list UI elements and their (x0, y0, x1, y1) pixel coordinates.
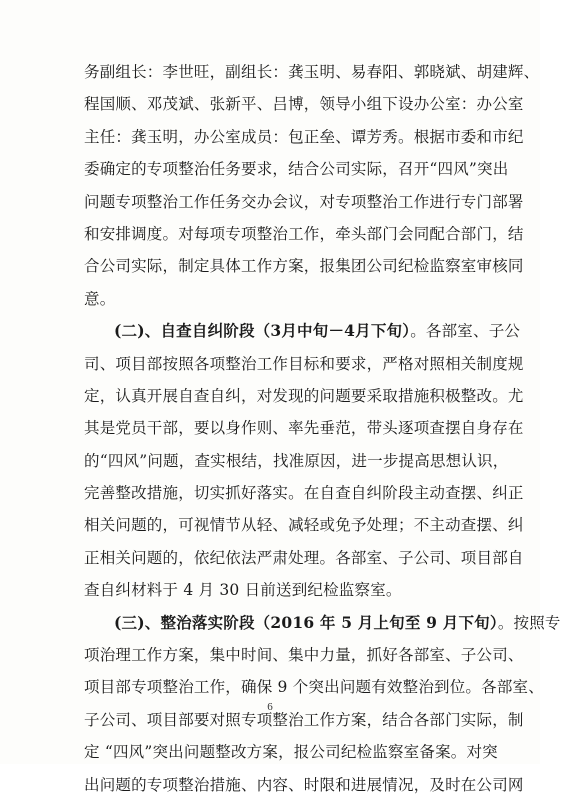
page-number: 6 (267, 701, 273, 713)
text-line: 的“四风”问题，查实根结，找准原因，进一步提高思想认识， (84, 451, 509, 470)
section-heading-line (84, 315, 521, 347)
text-line: 查自纠材料于 4 月 30 日前送到纪检监察室。 (84, 581, 402, 600)
text-line: 其是党员干部，要以身作则、率先垂范，带头逐项查摆自身存在 (84, 419, 524, 438)
text-line: 正相关问题的，依纪依法严肃处理。各部室、子公司、项目部自 (84, 548, 524, 567)
section-heading-self-check: (二)、自查自纠阶段（3月中旬－4月下旬） (114, 321, 411, 341)
text-line: 委确定的专项整治任务要求，结合公司实际，召开“四风”突出 (84, 160, 509, 179)
text-line: 和安排调度。对每项专项整治工作，牵头部门会同配合部门，结 (84, 224, 524, 243)
text-line: 出问题的专项整治措施、内容、时限和进展情况，及时在公司网 (84, 775, 524, 794)
section-heading-line (84, 607, 561, 639)
text-line: 司、项目部按照各项整治工作目标和要求，严格对照相关制度规 (84, 354, 524, 373)
text-line: 定 “四风”突出问题整改方案，报公司纪检监察室备案。对突 (84, 743, 498, 762)
text-line: 相关问题的，可视情节从轻、减轻或免予处理；不主动查摆、纠 (84, 516, 524, 535)
section-heading-implementation: (三)、整治落实阶段（2016 年 5 月上旬至 9 月下旬） (114, 612, 498, 632)
text-span: 。按照专 (497, 613, 561, 632)
text-line: 定，认真开展自查自纠，对发现的问题要采取措施积极整改。尤 (84, 386, 524, 405)
text-line: 完善整改措施，切实抓好落实。在自查自纠阶段主动查摆、纠正 (84, 484, 524, 503)
text-line: 子公司、项目部要对照专项整治工作方案，结合各部门实际，制 (84, 710, 524, 729)
text-line: 务副组长：李世旺，副组长：龚玉明、易春阳、郭晓斌、胡建辉、 (84, 63, 540, 81)
text-line: 程国顺、邓茂斌、张新平、吕博，领导小组下设办公室：办公室 (84, 95, 524, 114)
text-line: 项治理工作方案，集中时间、集中力量，抓好各部室、子公司、 (84, 646, 524, 665)
text-line: 意。 (84, 289, 116, 308)
text-line: 问题专项整治工作任务交办会议，对专项整治工作进行专门部署 (84, 192, 524, 211)
body-text (84, 56, 561, 801)
text-line: 合公司实际，制定具体工作方案，报集团公司纪检监察室审核同 (84, 257, 524, 276)
text-line: 主任：龚玉明，办公室成员：包正垒、谭芳秀。根据市委和市纪 (84, 127, 524, 146)
text-span: 。各部室、子公 (410, 322, 521, 341)
text-line: 项目部专项整治工作，确保 9 个突出问题有效整治到位。各部室、 (84, 678, 544, 697)
